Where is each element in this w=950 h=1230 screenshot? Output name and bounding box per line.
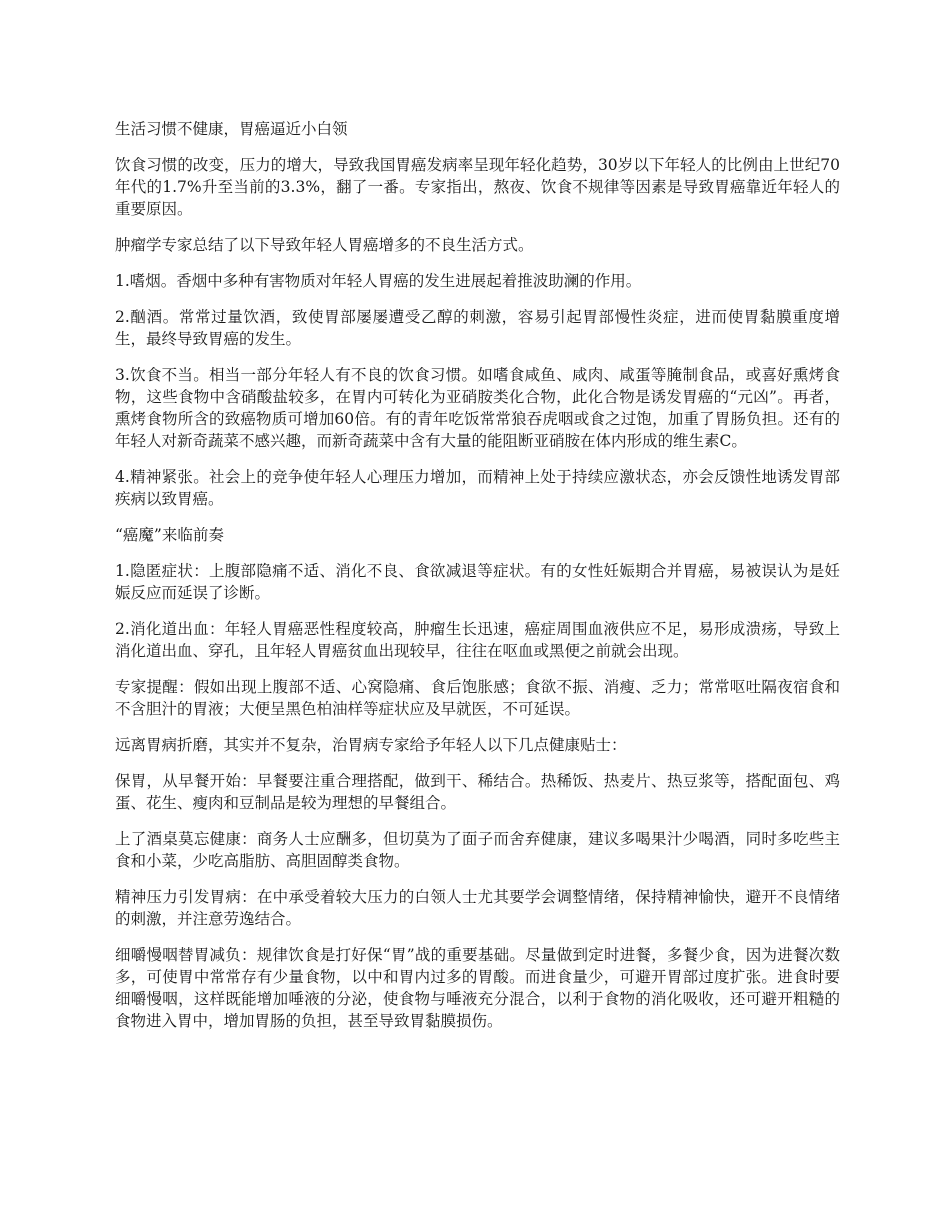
paragraph-drinking: 2.酗酒。常常过量饮酒，致使胃部屡屡遭受乙醇的刺激，容易引起胃部慢性炎症，进而使胃黏膜重度增生，最终导致胃癌的发生。 (115, 308, 840, 348)
paragraph-smoking: 1.嗜烟。香烟中多种有害物质对年轻人胃癌的发生进展起着推波助澜的作用。 (115, 272, 642, 290)
paragraph-summary: 肿瘤学专家总结了以下导致年轻人胃癌增多的不良生活方式。 (115, 236, 534, 254)
paragraph-breakfast: 保胃，从早餐开始：早餐要注重合理搭配，做到干、稀结合。热稀饭、热麦片、热豆浆等，搭配面包、鸡蛋、花生、瘦肉和豆制品是较为理想的早餐组合。 (115, 772, 840, 812)
paragraph-expert-reminder: 专家提醒：假如出现上腹部不适、心窝隐痛、食后饱胀感；食欲不振、消瘦、乏力；常常呕吐隔夜宿食和不含胆汁的胃液；大便呈黑色柏油样等症状应及早就医，不可延误。 (115, 678, 840, 718)
paragraph-bleeding: 2.消化道出血：年轻人胃癌恶性程度较高，肿瘤生长迅速，癌症周围血液供应不足，易形成溃疡，导致上消化道出血、穿孔，且年轻人胃癌贫血出现较早，往往在呕血或黑便之前就会出现。 (115, 620, 840, 660)
document-title: 生活习惯不健康，胃癌逼近小白领 (115, 120, 348, 138)
paragraph-stress: 4.精神紧张。社会上的竞争使年轻人心理压力增加，而精神上处于持续应激状态，亦会反馈性地诱发胃部疾病以致胃癌。 (115, 468, 840, 508)
paragraph-hidden-symptoms: 1.隐匿症状：上腹部隐痛不适、消化不良、食欲减退等症状。有的女性妊娠期合并胃癌，易被误认为是妊娠反应而延误了诊断。 (115, 562, 840, 602)
paragraph-chewing: 细嚼慢咽替胃减负：规律饮食是打好保“胃”战的重要基础。尽量做到定时进餐，多餐少食，因为进餐次数多，可使胃中常常存有少量食物，以中和胃内过多的胃酸。而进食量少，可避开胃部过度扩张。进食时要细嚼慢咽，这样既能增加唾液的分泌，使食物与唾液充分混合，以利于食物的消化吸收，还可避开粗糙的食物进入胃中，增加胃肠的负担，甚至导致胃黏膜损伤。 (115, 946, 840, 1030)
paragraph-intro: 饮食习惯的改变，压力的增大，导致我国胃癌发病率呈现年轻化趋势，30岁以下年轻人的比例由上世纪70年代的1.7%升至当前的3.3%，翻了一番。专家指出，熬夜、饮食不规律等因素是导致胃癌靠近年轻人的重要原因。 (115, 156, 840, 218)
section-heading-precursor: “癌魔”来临前奏 (115, 526, 224, 544)
paragraph-tips-intro: 远离胃病折磨，其实并不复杂，治胃病专家给予年轻人以下几点健康贴士： (115, 736, 627, 754)
document-body (115, 118, 840, 1046)
paragraph-mental-stress: 精神压力引发胃病：在中承受着较大压力的白领人士尤其要学会调整情绪，保持精神愉快，避开不良情绪的刺激，并注意劳逸结合。 (115, 888, 840, 928)
paragraph-diet: 3.饮食不当。相当一部分年轻人有不良的饮食习惯。如嗜食咸鱼、咸肉、咸蛋等腌制食品，或喜好熏烤食物，这些食物中含硝酸盐较多，在胃内可转化为亚硝胺类化合物，此化合物是诱发胃癌的“元凶”。再者，熏烤食物所含的致癌物质可增加60倍。有的青年吃饭常常狼吞虎咽或食之过饱，加重了胃肠负担。还有的年轻人对新奇蔬菜不感兴趣，而新奇蔬菜中含有大量的能阻断亚硝胺在体内形成的维生素C。 (115, 366, 840, 450)
paragraph-alcohol-tip: 上了酒桌莫忘健康：商务人士应酬多，但切莫为了面子而舍弃健康，建议多喝果汁少喝酒，同时多吃些主食和小菜，少吃高脂肪、高胆固醇类食物。 (115, 830, 840, 870)
